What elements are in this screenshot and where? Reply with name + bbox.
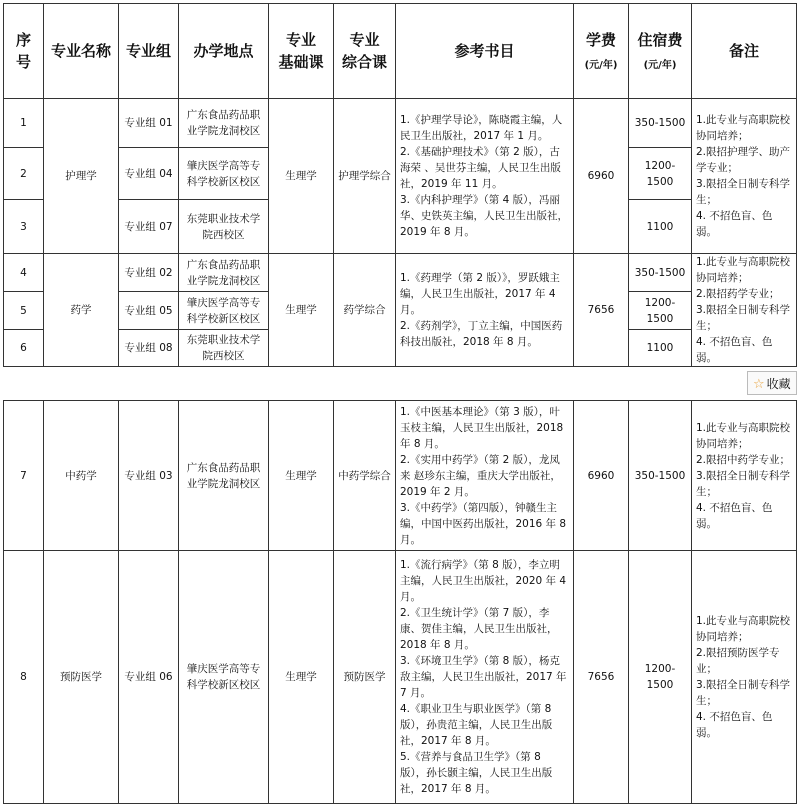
- tuition-cell: 6960: [574, 99, 629, 254]
- dorm-fee-cell: 350-1500: [629, 401, 692, 551]
- group-cell: 专业组 05: [119, 292, 179, 329]
- note-item: 1.此专业与高职院校协同培养；: [696, 114, 791, 142]
- group-cell: 专业组 02: [119, 254, 179, 292]
- book-item: 3.《内科护理学》（第 4 版），冯丽华、史铁英主编，人民卫生出版社，2019 年 8 月。: [400, 194, 568, 238]
- note-item: 3.限招全日制专科学生；: [696, 178, 791, 206]
- seq-cell: 8: [4, 551, 44, 804]
- header-comprehensive-course: 专业 综合课: [334, 4, 396, 99]
- location-cell: 广东食品药品职业学院龙洞校区: [179, 254, 269, 292]
- basic-course-cell: 生理学: [269, 551, 334, 804]
- header-notes: 备注: [692, 4, 797, 99]
- group-cell: 专业组 06: [119, 551, 179, 804]
- admissions-table-part-2: [3, 400, 797, 804]
- seq-cell: 3: [4, 200, 44, 254]
- book-item: 2.《实用中药学》（第 2 版），龙凤来 赵珍东主编，重庆大学出版社，2019 年 2 月。: [400, 453, 561, 498]
- book-item: 4.《职业卫生与职业医学》（第 8 版），孙贵范主编，人民卫生出版社，2017 年 8 月。: [400, 703, 553, 747]
- book-item: 2.《卫生统计学》（第 7 版），李康、贺佳主编，人民卫生出版社，2018 年 8 月。: [400, 607, 558, 651]
- table-row: [4, 401, 797, 551]
- note-item: 3.限招全日制专科学生；: [696, 304, 791, 332]
- header-row: [4, 4, 797, 99]
- book-item: 3.《中药学》（第四版），钟赣生主编，中国中医药出版社，2016 年 8 月。: [400, 501, 567, 546]
- group-cell: 专业组 08: [119, 329, 179, 366]
- header-tuition: 学费 (元/年): [574, 4, 629, 99]
- major-cell: 药学: [44, 254, 119, 367]
- comprehensive-course-cell: 护理学综合: [334, 99, 396, 254]
- notes-cell: [692, 551, 797, 804]
- note-item: 4. 不招色盲、色弱。: [696, 336, 773, 364]
- admissions-table-part-1: [3, 3, 797, 367]
- header-basic-course: 专业 基础课: [269, 4, 334, 99]
- location-cell: 肇庆医学高等专科学校新区校区: [179, 292, 269, 329]
- note-item: 1.此专业与高职院校协同培养；: [696, 421, 791, 450]
- reference-books-cell: [396, 551, 574, 804]
- reference-books-cell: [396, 99, 574, 254]
- table-row: [4, 551, 797, 804]
- table-row: [4, 99, 797, 148]
- book-item: 2.《药剂学》，丁立主编，中国医药科技出版社，2018 年 8 月。: [400, 320, 563, 348]
- reference-books-cell: [396, 254, 574, 367]
- dorm-fee-cell: 1100: [629, 329, 692, 366]
- dorm-fee-cell: 350-1500: [629, 254, 692, 292]
- book-item: 1.《中医基本理论》（第 3 版），叶玉枝主编，人民卫生出版社，2018 年 8 月。: [400, 405, 564, 450]
- table-row: [4, 254, 797, 292]
- seq-cell: 4: [4, 254, 44, 292]
- group-cell: 专业组 04: [119, 148, 179, 200]
- group-cell: 专业组 07: [119, 200, 179, 254]
- note-item: 1.此专业与高职院校协同培养；: [696, 256, 791, 284]
- header-major: 专业名称: [44, 4, 119, 99]
- location-cell: 肇庆医学高等专科学校新区校区: [179, 551, 269, 804]
- major-cell: 预防医学: [44, 551, 119, 804]
- note-item: 3.限招全日制专科学生；: [696, 469, 791, 498]
- tuition-cell: 6960: [574, 401, 629, 551]
- basic-course-cell: 生理学: [269, 254, 334, 367]
- location-cell: 广东食品药品职业学院龙洞校区: [179, 401, 269, 551]
- header-seq: 序 号: [4, 4, 44, 99]
- dorm-fee-cell: 1100: [629, 200, 692, 254]
- note-item: 2.限招预防医学专业；: [696, 647, 780, 675]
- dorm-fee-cell: 1200-1500: [629, 148, 692, 200]
- group-cell: 专业组 03: [119, 401, 179, 551]
- seq-cell: 5: [4, 292, 44, 329]
- basic-course-cell: 生理学: [269, 401, 334, 551]
- header-dorm-fee: 住宿费 (元/年): [629, 4, 692, 99]
- reference-books-cell: [396, 401, 574, 551]
- location-cell: 东莞职业技术学院西校区: [179, 329, 269, 366]
- header-reference-books: 参考书目: [396, 4, 574, 99]
- book-item: 1.《护理学导论》，陈晓霞主编，人民卫生出版社，2017 年 1 月。: [400, 114, 563, 142]
- book-item: 5.《营养与食品卫生学》（第 8 版），孙长颢主编，人民卫生出版社，2017 年 8 月。: [400, 751, 553, 795]
- comprehensive-course-cell: 预防医学: [334, 551, 396, 804]
- note-item: 4. 不招色盲、色弱。: [696, 711, 773, 739]
- tuition-cell: 7656: [574, 551, 629, 804]
- note-item: 4. 不招色盲、色弱。: [696, 210, 773, 238]
- note-item: 1.此专业与高职院校协同培养；: [696, 615, 791, 643]
- location-cell: 广东食品药品职业学院龙洞校区: [179, 99, 269, 148]
- notes-cell: [692, 254, 797, 367]
- notes-cell: [692, 99, 797, 254]
- note-item: 3.限招全日制专科学生；: [696, 679, 791, 707]
- major-cell: 护理学: [44, 99, 119, 254]
- header-group: 专业组: [119, 4, 179, 99]
- location-cell: 东莞职业技术学院西校区: [179, 200, 269, 254]
- seq-cell: 6: [4, 329, 44, 366]
- notes-cell: [692, 401, 797, 551]
- dorm-fee-cell: 1200-1500: [629, 551, 692, 804]
- note-item: 2.限招中药学专业；: [696, 453, 791, 466]
- tuition-cell: 7656: [574, 254, 629, 367]
- comprehensive-course-cell: 药学综合: [334, 254, 396, 367]
- dorm-fee-cell: 350-1500: [629, 99, 692, 148]
- note-item: 4. 不招色盲、色弱。: [696, 501, 773, 530]
- favorite-button[interactable]: [747, 371, 797, 395]
- header-location: 办学地点: [179, 4, 269, 99]
- basic-course-cell: 生理学: [269, 99, 334, 254]
- group-cell: 专业组 01: [119, 99, 179, 148]
- comprehensive-course-cell: 中药学综合: [334, 401, 396, 551]
- book-item: 2.《基础护理技术》（第 2 版），古海荣 、吴世芬主编，人民卫生出版社，2019 年 11 月。: [400, 146, 561, 190]
- star-icon: ☆: [753, 377, 765, 392]
- book-item: 3.《环境卫生学》（第 8 版），杨克敌主编，人民卫生出版社，2017 年 7 月。: [400, 655, 567, 699]
- book-item: 1.《流行病学》（第 8 版），李立明主编，人民卫生出版社，2020 年 4 月。: [400, 559, 567, 603]
- dorm-fee-cell: 1200-1500: [629, 292, 692, 329]
- seq-cell: 7: [4, 401, 44, 551]
- note-item: 2.限招药学专业；: [696, 288, 780, 300]
- book-item: 1.《药理学（第 2 版）》，罗跃娥主编，人民卫生出版社，2017 年 4 月。: [400, 272, 560, 316]
- favorite-label: 收藏: [766, 377, 791, 391]
- seq-cell: 1: [4, 99, 44, 148]
- note-item: 2.限招护理学、助产学专业；: [696, 146, 791, 174]
- major-cell: 中药学: [44, 401, 119, 551]
- seq-cell: 2: [4, 148, 44, 200]
- location-cell: 肇庆医学高等专科学校新区校区: [179, 148, 269, 200]
